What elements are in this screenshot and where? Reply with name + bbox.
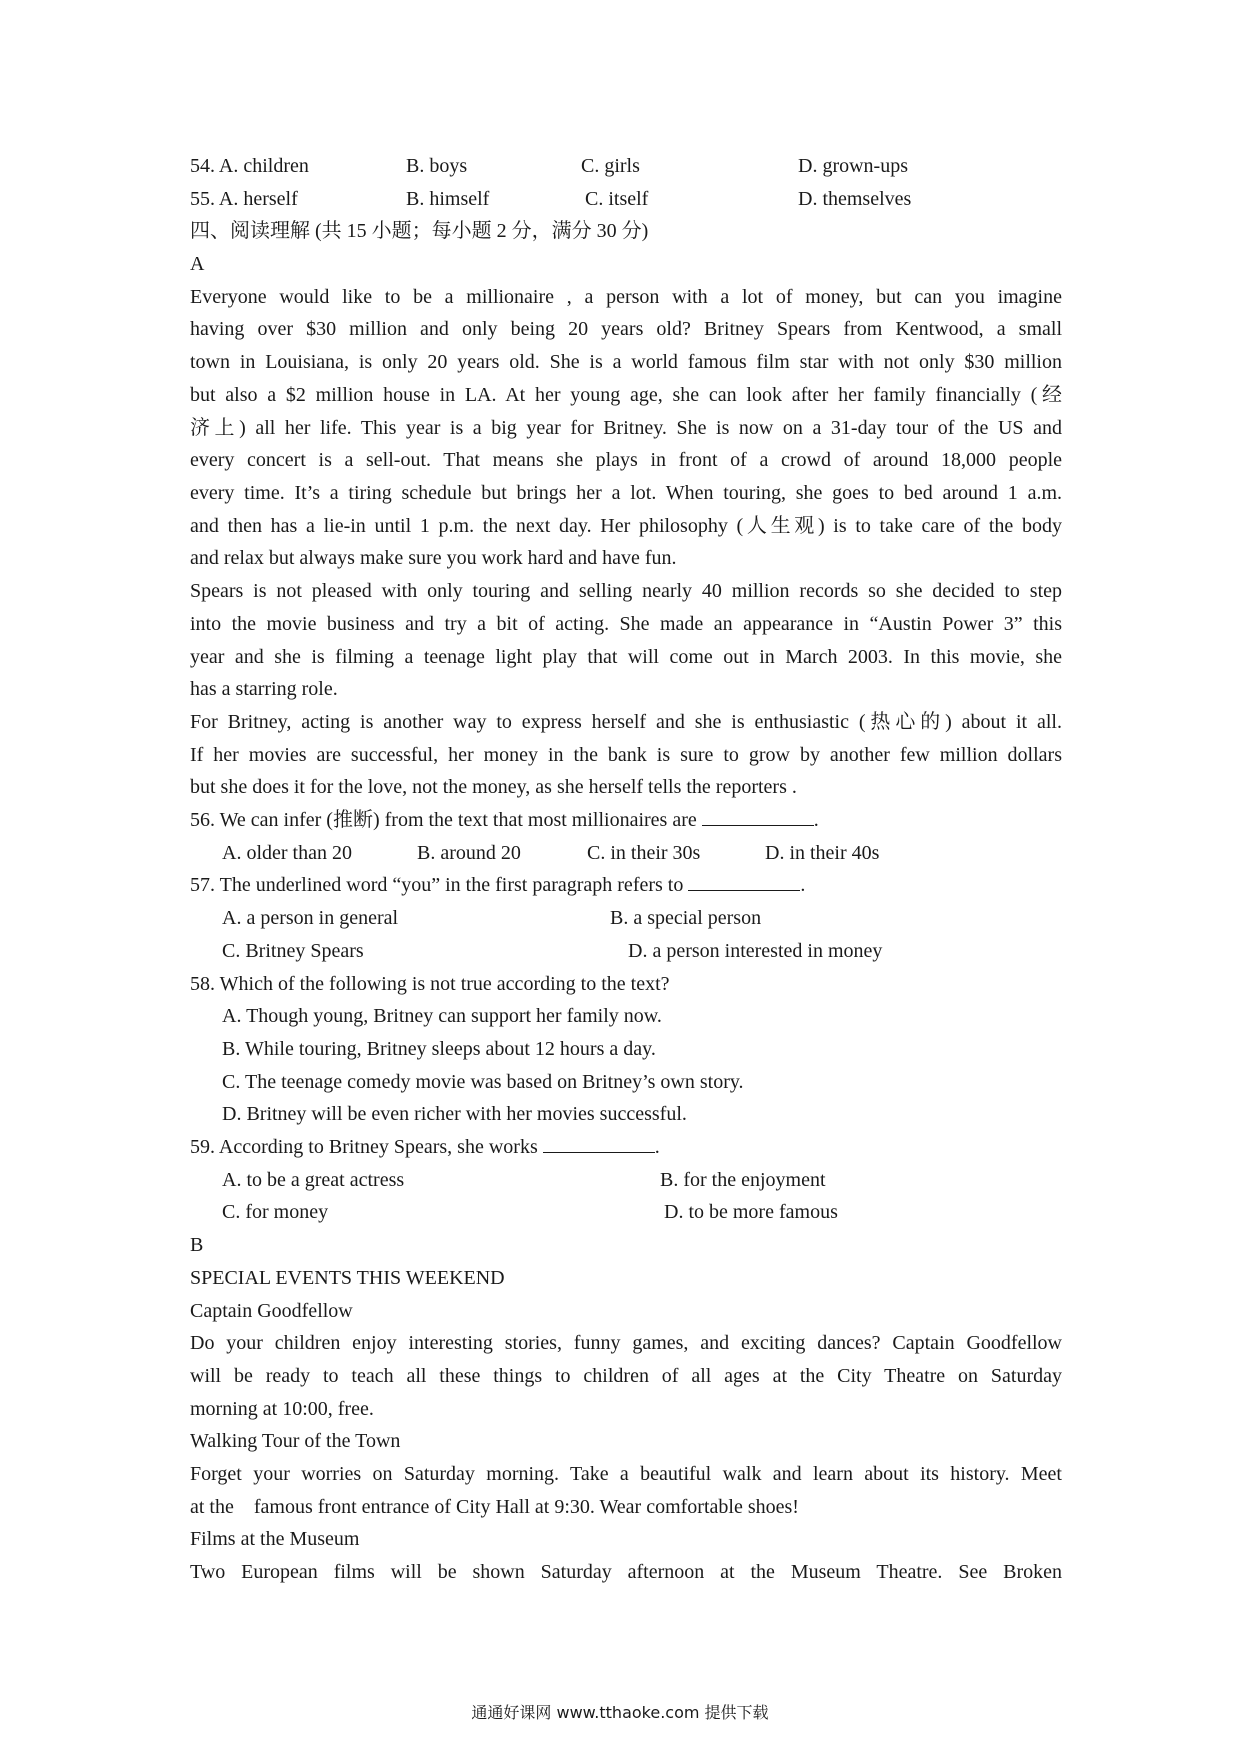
option-54c: C. girls xyxy=(581,155,640,177)
option-59c: C. for money xyxy=(222,1201,329,1224)
option-56c: C. in their 30s xyxy=(587,841,701,864)
passage-a-paragraph-2 xyxy=(190,575,1062,706)
passage-b-title: SPECIAL EVENTS THIS WEEKEND xyxy=(190,1266,505,1289)
option-57c: C. Britney Spears xyxy=(222,939,364,962)
text-line: but also a $2 million house in LA. At her young age, she can look after her family financially (经 xyxy=(190,383,1062,406)
option-55b: B. himself xyxy=(406,187,490,210)
text-line: and relax but always make sure you work hard and have fun. xyxy=(190,547,677,570)
text-line: has a starring role. xyxy=(190,678,338,701)
question-57-options-row-2 xyxy=(190,935,1062,968)
question-57-options-row-1 xyxy=(190,902,1062,935)
option-58d: D. Britney will be even richer with her movies successful. xyxy=(222,1103,687,1126)
passage-a-paragraph-1 xyxy=(190,281,1062,575)
option-56d: D. in their 40s xyxy=(765,841,880,864)
text-line: Forget your worries on Saturday morning. Take a beautiful walk and learn about its history. Meet xyxy=(190,1463,1062,1486)
passage-b-label: B xyxy=(190,1234,204,1257)
option-57d: D. a person interested in money xyxy=(628,939,883,962)
event-2-description xyxy=(190,1458,1062,1523)
question-59-stem: 59. According to Britney Spears, she works xyxy=(190,1136,538,1159)
passage-a-paragraph-3 xyxy=(190,706,1062,804)
question-59-options-row-1 xyxy=(190,1164,1062,1197)
question-56: 56. We can infer (推断) from the text that most millionaires are . xyxy=(190,804,1062,837)
event-2-name: Walking Tour of the Town xyxy=(190,1430,401,1453)
text-line: Two European films will be shown Saturday afternoon at the Museum Theatre. See Broken xyxy=(190,1561,1062,1584)
page-footer: 通通好课网 www.tthaoke.com 提供下载 xyxy=(471,1703,769,1722)
text-line: will be ready to teach all these things to children of all ages at the City Theatre on Saturday xyxy=(190,1364,1062,1387)
option-58b: B. While touring, Britney sleeps about 12 hours a day. xyxy=(222,1037,656,1060)
option-54d: D. grown-ups xyxy=(798,155,908,177)
text-line: into the movie business and try a bit of acting. She made an appearance in “Austin Power 3” this xyxy=(190,612,1062,635)
section-heading: 四、阅读理解 (共 15 小题；每小题 2 分，满分 30 分) xyxy=(190,220,649,243)
option-56a: A. older than 20 xyxy=(222,841,352,864)
option-57b: B. a special person xyxy=(610,907,762,930)
answer-blank xyxy=(688,870,800,891)
cloze-option-row-55 xyxy=(190,183,1062,216)
option-57a: A. a person in general xyxy=(222,907,399,930)
question-59: 59. According to Britney Spears, she works . xyxy=(190,1131,1062,1164)
question-59-options-row-2 xyxy=(190,1196,1062,1229)
text-line: having over $30 million and only being 20 years old? Britney Spears from Kentwood, a small xyxy=(190,318,1062,341)
text-line: at the famous front entrance of City Hall at 9:30. Wear comfortable shoes! xyxy=(190,1495,799,1518)
text-line: Spears is not pleased with only touring and selling nearly 40 million records so she decided to step xyxy=(190,580,1062,603)
question-57: 57. The underlined word “you” in the first paragraph refers to . xyxy=(190,869,1062,902)
text-line: For Britney, acting is another way to express herself and she is enthusiastic (热心的) about it all. xyxy=(190,710,1062,733)
exam-page xyxy=(190,150,1062,1589)
option-59b: B. for the enjoyment xyxy=(660,1168,826,1191)
option-58a: A. Though young, Britney can support her family now. xyxy=(222,1005,662,1028)
question-56-options xyxy=(190,837,1062,870)
option-56b: B. around 20 xyxy=(417,841,521,864)
event-1-description xyxy=(190,1327,1062,1425)
text-line: every time. It’s a tiring schedule but brings her a lot. When touring, she goes to bed around 1 a.m. xyxy=(190,482,1062,504)
text-line: year and she is filming a teenage light play that will come out in March 2003. In this movie, she xyxy=(190,645,1062,668)
text-line: every concert is a sell-out. That means she plays in front of a crowd of around 18,000 people xyxy=(190,449,1062,472)
text-line: town in Louisiana, is only 20 years old. She is a world famous film star with not only $30 million xyxy=(190,351,1062,374)
question-57-stem: 57. The underlined word “you” in the first paragraph refers to xyxy=(190,874,684,897)
question-56-stem: 56. We can infer (推断) from the text that most millionaires are xyxy=(190,809,697,832)
event-1-name: Captain Goodfellow xyxy=(190,1299,353,1322)
question-58-stem: 58. Which of the following is not true according to the text? xyxy=(190,972,670,995)
text-line: and then has a lie-in until 1 p.m. the next day. Her philosophy (人生观) is to take care of the body xyxy=(190,514,1062,537)
event-3-description xyxy=(190,1556,1062,1589)
event-3-name: Films at the Museum xyxy=(190,1528,360,1551)
option-55a: 55. A. herself xyxy=(190,187,298,210)
option-54b: B. boys xyxy=(406,155,468,177)
cloze-option-row-54 xyxy=(190,150,1062,183)
option-59d: D. to be more famous xyxy=(664,1201,838,1224)
text-line: morning at 10:00, free. xyxy=(190,1397,374,1420)
text-line: but she does it for the love, not the money, as she herself tells the reporters . xyxy=(190,776,797,799)
answer-blank xyxy=(543,1132,655,1153)
text-line: Do your children enjoy interesting stories, funny games, and exciting dances? Captain Goodfellow xyxy=(190,1332,1062,1355)
text-line: Everyone would like to be a millionaire , a person with a lot of money, but can you imagine xyxy=(190,285,1062,308)
option-55d: D. themselves xyxy=(798,187,912,210)
option-54a: 54. A. children xyxy=(190,155,309,177)
answer-blank xyxy=(702,805,814,826)
option-59a: A. to be a great actress xyxy=(222,1168,405,1191)
passage-a-label: A xyxy=(190,253,205,276)
text-line: 济上) all her life. This year is a big year for Britney. She is now on a 31-day tour of the US and xyxy=(190,416,1062,439)
option-55c: C. itself xyxy=(585,187,649,210)
option-58c: C. The teenage comedy movie was based on Britney’s own story. xyxy=(222,1070,744,1093)
text-line: If her movies are successful, her money in the bank is sure to grow by another few million dollars xyxy=(190,743,1062,766)
